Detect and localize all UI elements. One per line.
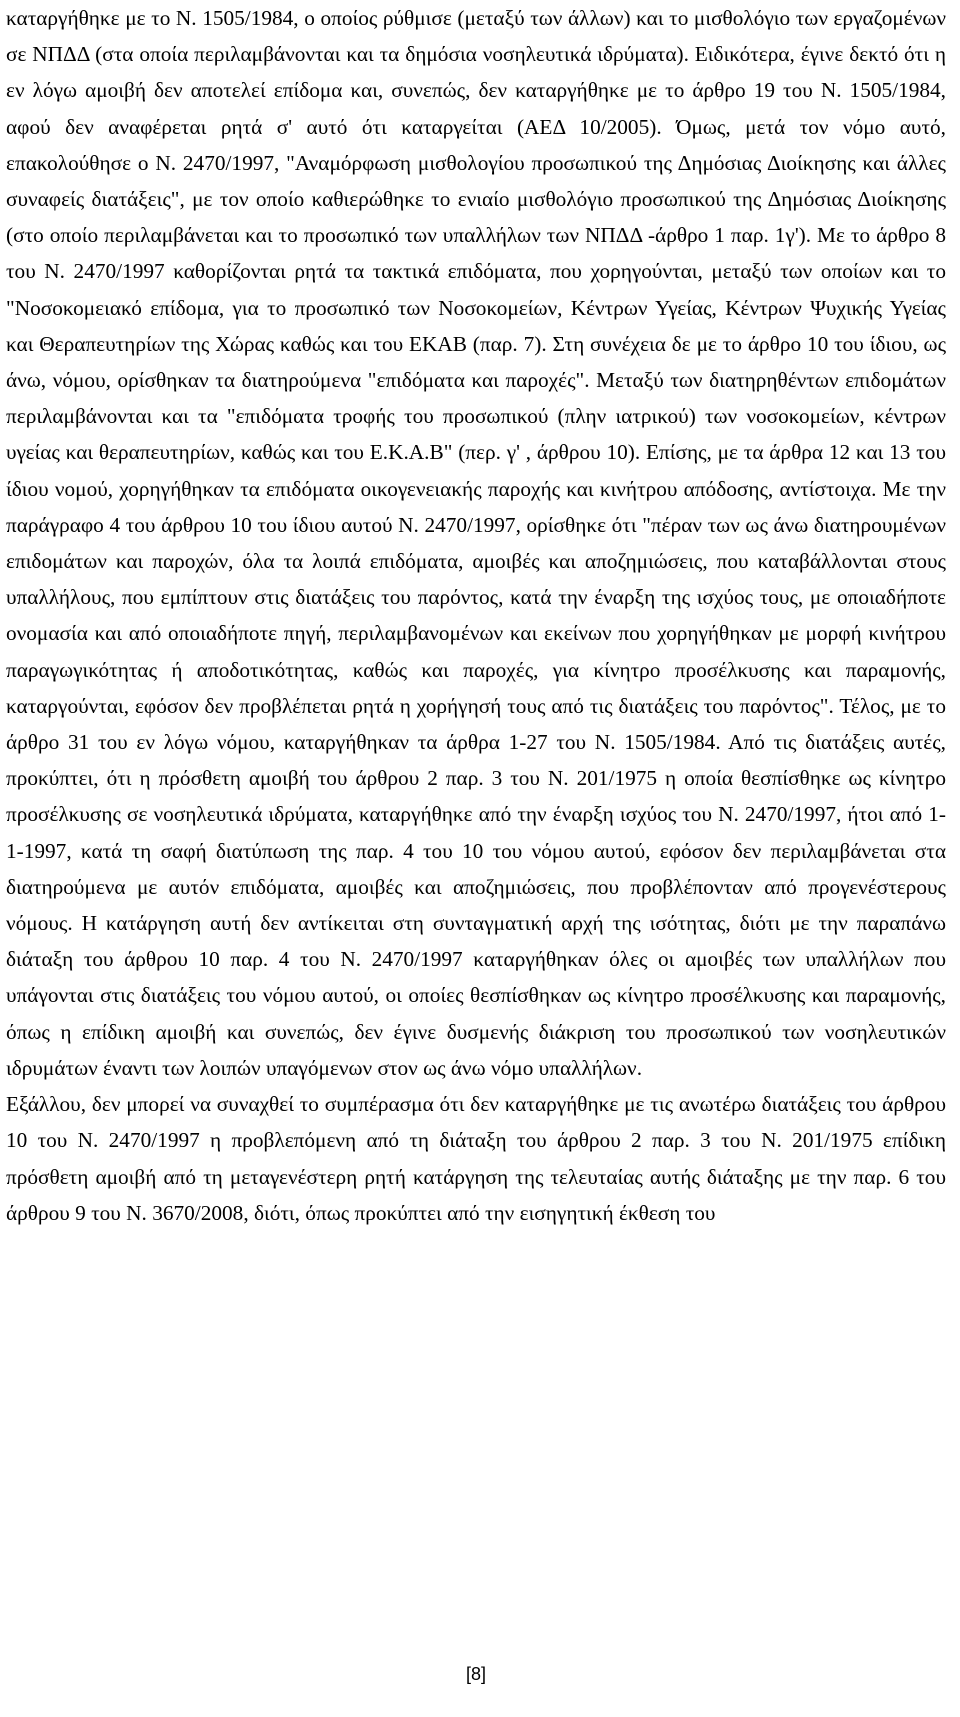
page-number: [8] bbox=[465, 1664, 486, 1684]
document-page bbox=[6, 0, 946, 1717]
body-paragraph-2: Εξάλλου, δεν μπορεί να συναχθεί το συμπέρασμα ότι δεν καταργήθηκε με τις ανωτέρω διατάξεις του άρθρου 10 του Ν. 2470/1997 η προβλεπόμενη από τη διάταξη του άρθρου 2 παρ. 3 του Ν. 201/1975 επίδικη πρόσθετη αμοιβή από τη μεταγενέστερη ρητή κατάργηση της τελευταίας αυτής διάταξης με την παρ. 6 του άρθρου 9 του Ν. 3670/2008, διότι, όπως προκύπτει από την εισηγητική έκθεση του bbox=[6, 1092, 946, 1225]
body-paragraph-1: καταργήθηκε με το Ν. 1505/1984, ο οποίος ρύθμισε (μεταξύ των άλλων) και το μισθολόγιο των εργαζομένων σε ΝΠΔΔ (στα οποία περιλαμβάνονται και τα δημόσια νοσηλευτικά ιδρύματα). Ειδικότερα, έγινε δεκτό ότι η εν λόγω αμοιβή δεν αποτελεί επίδομα και, συνεπώς, δεν καταργήθηκε με το άρθρο 19 του Ν. 1505/1984, αφού δεν αναφέρεται ρητά σ' αυτό ότι καταργείται (ΑΕΔ 10/2005). Όμως, μετά τον νόμο αυτό, επακολούθησε ο Ν. 2470/1997, "Αναμόρφωση μισθολογίου προσωπικού της Δημόσιας Διοίκησης και άλλες συναφείς διατάξεις", με τον οποίο καθιερώθηκε το ενιαίο μισθολόγιο προσωπικού της Δημόσιας Διοίκησης (στο οποίο περιλαμβάνεται και το προσωπικό των υπαλλήλων των ΝΠΔΔ -άρθρο 1 παρ. 1γ'). Με το άρθρο 8 του Ν. 2470/1997 καθορίζονται ρητά τα τακτικά επιδόματα, που χορηγούνται, μεταξύ των οποίων και το "Νοσοκομειακό επίδομα, για το προσωπικό των Νοσοκομείων, Κέντρων Υγείας, Κέντρων Ψυχικής Υγείας και Θεραπευτηρίων της Χώρας καθώς και του ΕΚΑΒ (παρ. 7). Στη συνέχεια δε με το άρθρο 10 του ίδιου, ως άνω, νόμου, ορίσθηκαν τα διατηρούμενα "επιδόματα και παροχές". Μεταξύ των διατηρηθέντων επιδομάτων περιλαμβάνονται και τα "επιδόματα τροφής του προσωπικού (πλην ιατρικού) των νοσοκομείων, κέντρων υγείας και θεραπευτηρίων, καθώς και του Ε.Κ.Α.Β" (περ. γ' , άρθρου 10). Επίσης, με τα άρθρα 12 και 13 του ίδιου νομού, χορηγήθηκαν τα επιδόματα οικογενειακής παροχής και κινήτρου απόδοσης, αντίστοιχα. Με την παράγραφο 4 του άρθρου 10 του ίδιου αυτού Ν. 2470/1997, ορίσθηκε ότι "πέραν των ως άνω διατηρουμένων επιδομάτων και παροχών, όλα τα λοιπά επιδόματα, αμοιβές και αποζημιώσεις, που καταβάλλονται στους υπαλλήλους, που εμπίπτουν στις διατάξεις του παρόντος, κατά την έναρξη της ισχύος τους, με οποιαδήποτε ονομασία και από οποιαδήποτε πηγή, περιλαμβανομένων και εκείνων που χορηγήθηκαν με μορφή κινήτρου παραγωγικότητας ή αποδοτικότητας, καθώς και παροχές, για κίνητρο προσέλκυσης και παραμονής, καταργούνται, εφόσον δεν προβλέπεται ρητά η χορήγησή τους από τις διατάξεις του παρόντος". Τέλος, με το άρθρο 31 του εν λόγω νόμου, καταργήθηκαν τα άρθρα 1-27 του Ν. 1505/1984. Από τις διατάξεις αυτές, προκύπτει, ότι η πρόσθετη αμοιβή του άρθρου 2 παρ. 3 του Ν. 201/1975 η οποία θεσπίσθηκε ως κίνητρο προσέλκυσης σε νοσηλευτικά ιδρύματα, καταργήθηκε από την έναρξη ισχύος του Ν. 2470/1997, ήτοι από 1-1-1997, κατά τη σαφή διατύπωση της παρ. 4 του 10 του νόμου αυτού, εφόσον δεν περιλαμβάνεται στα διατηρούμενα με αυτόν επιδόματα, αμοιβές και αποζημιώσεις, που προβλέπονταν από προγενέστερους νόμους. Η κατάργηση αυτή δεν αντίκειται στη συνταγματική αρχή της ισότητας, διότι με την παραπάνω διάταξη του άρθρου 10 παρ. 4 του Ν. 2470/1997 καταργήθηκαν όλες οι αμοιβές των υπαλλήλων που υπάγονται στις διατάξεις του νόμου αυτού, οι οποίες θεσπίσθηκαν ως κίνητρο προσέλκυσης και παραμονής, όπως η επίδικη αμοιβή και συνεπώς, δεν έγινε δυσμενής διάκριση του προσωπικού των νοσηλευτικών ιδρυμάτων έναντι των λοιπών υπαγόμενων στον ως άνω νόμο υπαλλήλων. bbox=[6, 6, 946, 1080]
